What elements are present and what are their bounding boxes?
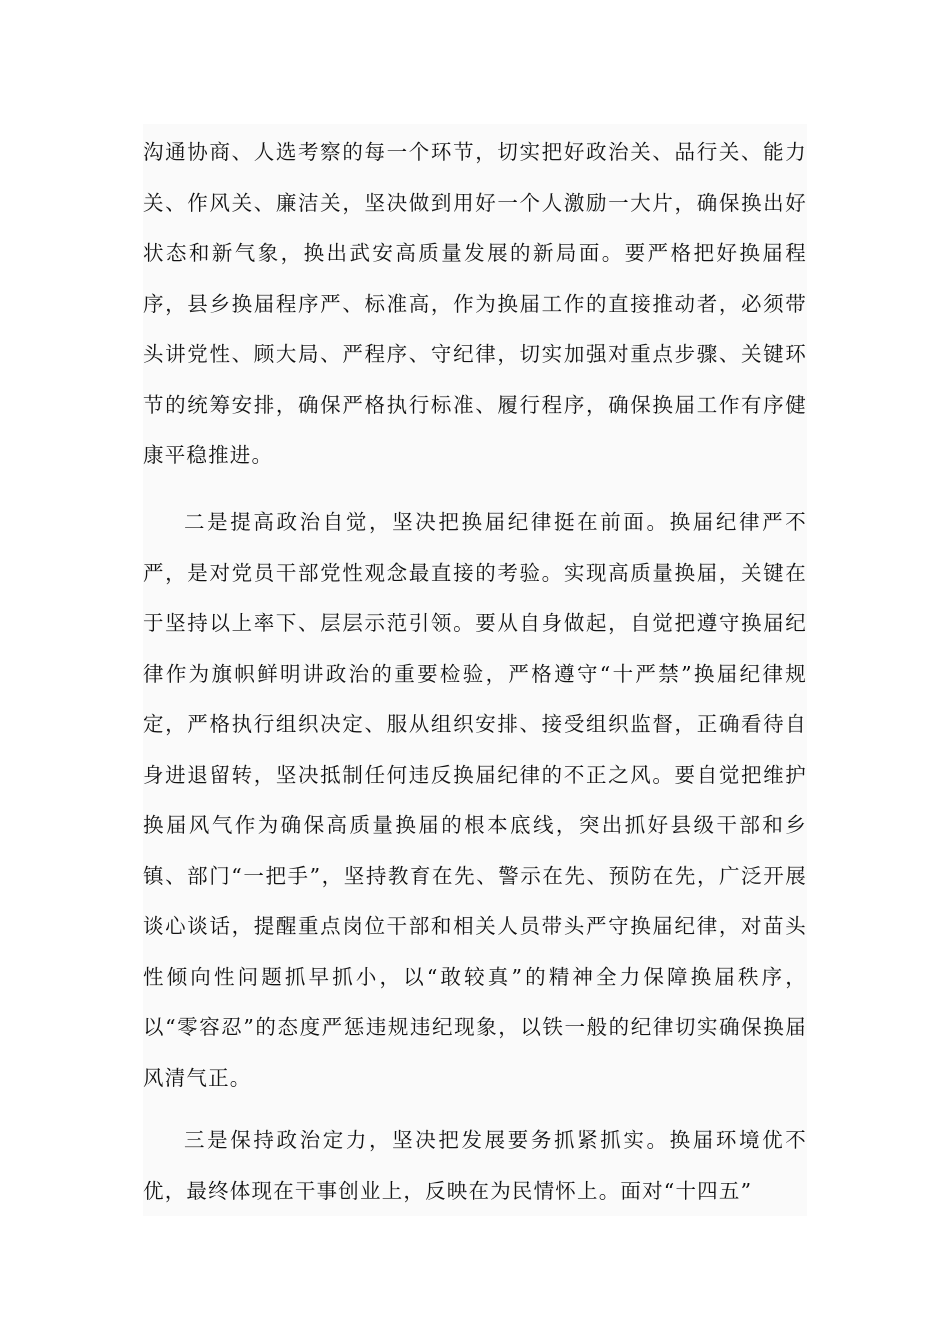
paragraph-3: 三是保持政治定力，坚决把发展要务抓紧抓实。换届环境优不优，最终体现在干事创业上，反映在为民情怀上。面对“十四五” (143, 1128, 807, 1203)
paragraph-2: 二是提高政治自觉，坚决把换届纪律挺在前面。换届纪律严不严，是对党员干部党性观念最直接的考验。实现高质量换届，关键在于坚持以上率下、层层示范引领。要从自身做起，自觉把遵守换届纪律作为旗帜鲜明讲政治的重要检验，严格遵守“十严禁”换届纪律规定，严格执行组织决定、服从组织安排、接受组织监督，正确看待自身进退留转，坚决抵制任何违反换届纪律的不正之风。要自觉把维护换届风气作为确保高质量换届的根本底线，突出抓好县级干部和乡镇、部门“一把手”，坚持教育在先、警示在先、预防在先，广泛开展谈心谈话，提醒重点岗位干部和相关人员带头严守换届纪律，对苗头性倾向性问题抓早抓小，以“敢较真”的精神全力保障换届秩序，以“零容忍”的态度严惩违规违纪现象，以铁一般的纪律切实确保换届风清气正。 (143, 510, 807, 1090)
paragraph-1: 沟通协商、人选考察的每一个环节，切实把好政治关、品行关、能力关、作风关、廉洁关，坚决做到用好一个人激励一大片，确保换出好状态和新气象，换出武安高质量发展的新局面。要严格把好换届程序，县乡换届程序严、标准高，作为换届工作的直接推动者，必须带头讲党性、顾大局、严程序、守纪律，切实加强对重点步骤、关键环节的统筹安排，确保严格执行标准、履行程序，确保换届工作有序健康平稳推进。 (143, 140, 807, 467)
